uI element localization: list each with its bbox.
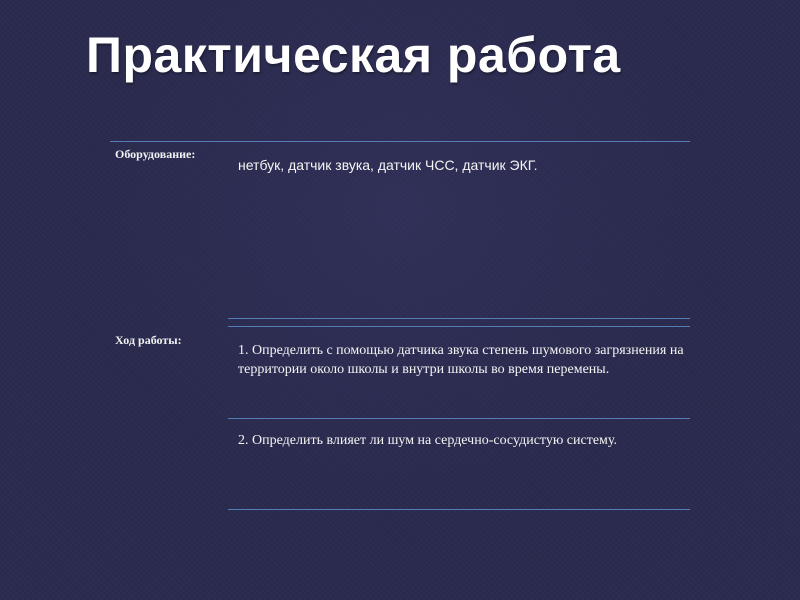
row-separator-rule <box>228 318 690 327</box>
table-bottom-rule <box>228 509 690 510</box>
step-separator-rule <box>228 418 690 419</box>
procedure-step-2: 2. Определить влияет ли шум на сердечно-сосудистую систему. <box>238 433 618 448</box>
equipment-label: Оборудование: <box>115 147 196 161</box>
procedure-label: Ход работы: <box>115 333 182 347</box>
slide-title: Практическая работа <box>86 27 621 83</box>
equipment-value: нетбук, датчик звука, датчик ЧСС, датчик ЭКГ. <box>238 157 538 173</box>
procedure-step-1: 1. Определить с помощью датчика звука степень шумового загрязнения на территории около школы и внутри школы во время перемены. <box>238 343 684 377</box>
table-top-rule <box>110 141 690 142</box>
